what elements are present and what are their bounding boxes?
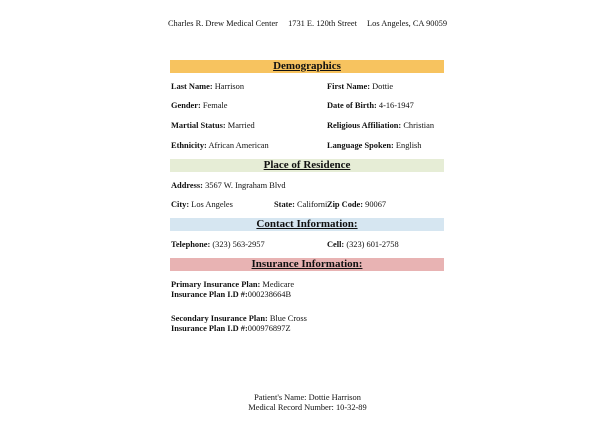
language-field bbox=[327, 141, 421, 151]
dob-value: 4-16-1947 bbox=[378, 101, 414, 110]
last-name-label: Last Name: bbox=[171, 82, 213, 91]
gender-label: Gender: bbox=[171, 101, 201, 110]
address-label: Address: bbox=[171, 181, 203, 190]
cell-label: Cell: bbox=[327, 240, 345, 249]
cell-field bbox=[327, 240, 399, 250]
first-name-value: Dottie bbox=[372, 82, 394, 91]
primary-id-field bbox=[171, 290, 291, 300]
secondary-plan-field bbox=[171, 314, 307, 324]
zip-value: 90067 bbox=[365, 200, 387, 209]
facility-address: 1731 E. 120th Street bbox=[288, 19, 357, 28]
marital-field bbox=[171, 121, 255, 131]
secondary-id-label: Insurance Plan I.D #: bbox=[171, 324, 248, 333]
secondary-plan-value: Blue Cross bbox=[269, 314, 307, 323]
contact-heading: Contact Information: bbox=[170, 218, 444, 231]
telephone-value: (323) 563-2957 bbox=[212, 240, 265, 249]
marital-label: Martial Status: bbox=[171, 121, 226, 130]
state-value: Californi bbox=[297, 200, 328, 209]
gender-field bbox=[171, 101, 228, 111]
zip-field bbox=[327, 200, 386, 210]
footer-record-number: Medical Record Number: 10-32-89 bbox=[248, 403, 367, 412]
telephone-field bbox=[171, 240, 265, 250]
city-value: Los Angeles bbox=[191, 200, 233, 209]
dob-label: Date of Birth: bbox=[327, 101, 377, 110]
demographics-heading: Demographics bbox=[170, 60, 444, 73]
footer-patient-name: Patient's Name: Dottie Harrison bbox=[254, 393, 361, 402]
city-label: City: bbox=[171, 200, 190, 209]
city-field bbox=[171, 200, 233, 210]
last-name-value: Harrison bbox=[214, 82, 245, 91]
language-label: Language Spoken: bbox=[327, 141, 394, 150]
zip-label: Zip Code: bbox=[327, 200, 364, 209]
primary-plan-field bbox=[171, 280, 294, 290]
primary-id-value: 000238664B bbox=[247, 290, 292, 299]
residence-heading: Place of Residence bbox=[170, 159, 444, 172]
language-value: English bbox=[395, 141, 422, 150]
address-field bbox=[171, 181, 286, 191]
telephone-label: Telephone: bbox=[171, 240, 211, 249]
primary-id-label: Insurance Plan I.D #: bbox=[171, 290, 248, 299]
facility-name: Charles R. Drew Medical Center bbox=[167, 19, 278, 28]
address-value: 3567 W. Ingraham Blvd bbox=[205, 181, 286, 190]
secondary-id-value: 000976897Z bbox=[247, 324, 291, 333]
ethnicity-value: African American bbox=[208, 141, 269, 150]
cell-value: (323) 601-2758 bbox=[346, 240, 399, 249]
ethnicity-label: Ethnicity: bbox=[171, 141, 207, 150]
dob-field bbox=[327, 101, 414, 111]
gender-value: Female bbox=[202, 101, 228, 110]
state-field bbox=[274, 200, 327, 210]
first-name-label: First Name: bbox=[327, 82, 371, 91]
secondary-plan-label: Secondary Insurance Plan: bbox=[171, 314, 268, 323]
primary-plan-label: Primary Insurance Plan: bbox=[171, 280, 261, 289]
religion-label: Religious Affiliation: bbox=[327, 121, 402, 130]
religion-field bbox=[327, 121, 434, 131]
marital-value: Married bbox=[227, 121, 255, 130]
last-name-field bbox=[171, 82, 244, 92]
ethnicity-field bbox=[171, 141, 269, 151]
facility-header bbox=[0, 19, 615, 29]
state-label: State: bbox=[274, 200, 295, 209]
insurance-heading: Insurance Information: bbox=[170, 258, 444, 271]
first-name-field bbox=[327, 82, 393, 92]
secondary-id-field bbox=[171, 324, 291, 334]
religion-value: Christian bbox=[403, 121, 435, 130]
facility-city: Los Angeles, CA 90059 bbox=[367, 19, 448, 28]
primary-plan-value: Medicare bbox=[262, 280, 295, 289]
